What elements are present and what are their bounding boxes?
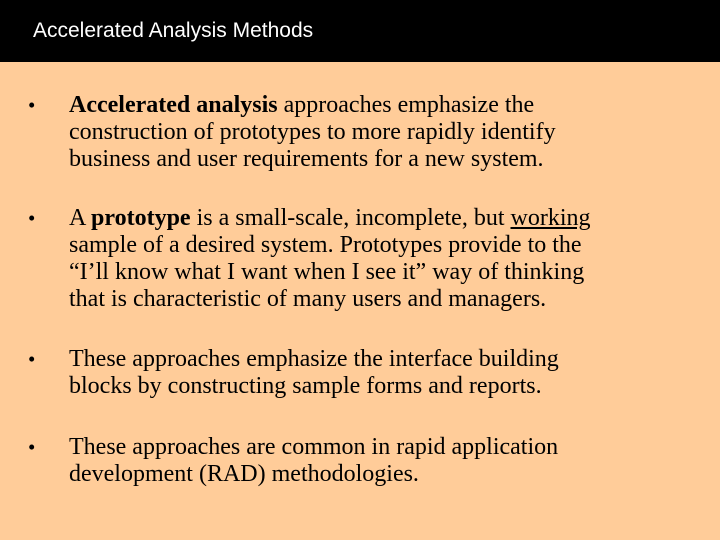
bullet-line: These approaches emphasize the interface building [69,346,559,372]
bullet-line: These approaches are common in rapid application [69,434,559,460]
bullet-text [69,346,699,400]
bullet-line [69,92,699,119]
bullet-text [69,205,699,313]
bullet-icon: • [28,435,36,459]
slide-title: Accelerated Analysis Methods [33,19,314,42]
bullet-line: that is characteristic of many users and managers. [69,286,547,312]
text-run: A [69,205,92,231]
text-run: approaches emphasize the [277,92,535,118]
bullet-text [69,92,699,173]
slide-title-bar [0,0,720,62]
bullet-line: “I’ll know what I want when I see it” way of thinking [69,259,585,285]
bullet-icon: • [28,347,36,371]
bullet-text [69,434,699,488]
term-working: working [510,205,591,231]
bullet-line: blocks by constructing sample forms and reports. [69,373,542,399]
bullet-icon: • [28,93,36,117]
text-run: is a small-scale, incomplete, but [190,205,511,231]
bullet-line [69,205,699,232]
bullet-line: sample of a desired system. Prototypes provide to the [69,232,582,258]
bullet-line: business and user requirements for a new system. [69,146,544,172]
bullet-line: development (RAD) methodologies. [69,461,419,487]
term-prototype: prototype [91,205,191,231]
term-accelerated-analysis: Accelerated analysis [69,92,278,118]
bullet-icon: • [28,206,36,230]
bullet-line: construction of prototypes to more rapidly identify [69,119,556,145]
